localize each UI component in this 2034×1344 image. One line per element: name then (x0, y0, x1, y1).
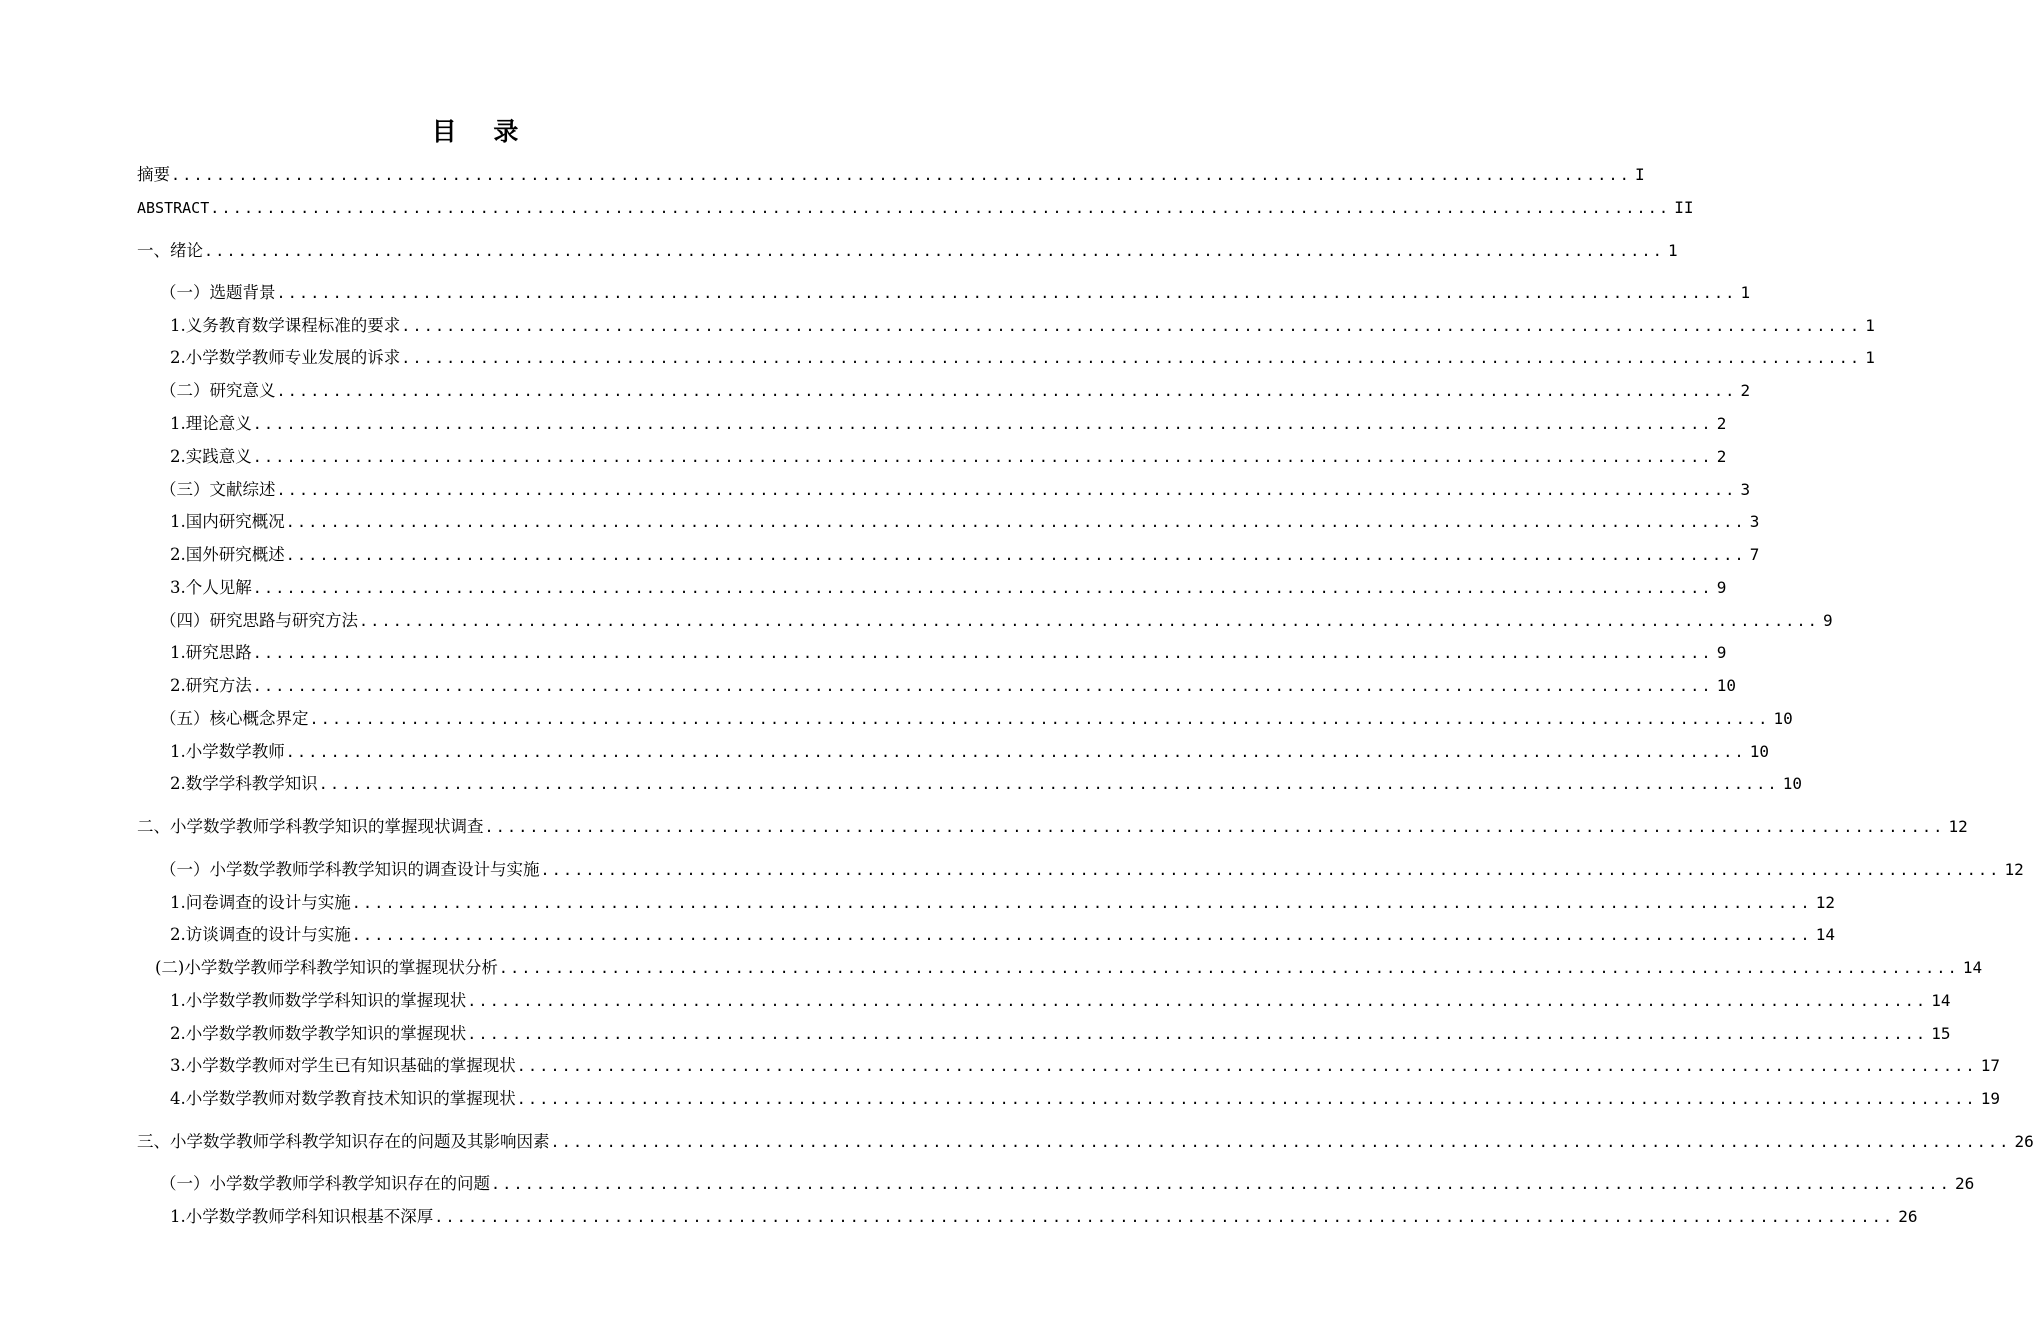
toc-entry-label: （三）文献综述 (160, 480, 276, 499)
dot-leader: .................................................................................................................................. (276, 382, 1737, 400)
dot-leader: .................................................................................................................................. (516, 1057, 1977, 1075)
dot-leader: .................................................................................................................................. (252, 677, 1713, 695)
toc-entry-label: 2.小学数学教师专业发展的诉求 (170, 348, 401, 367)
toc-entry[interactable] (137, 1130, 2034, 1154)
dot-leader: .................................................................................................................................. (252, 644, 1713, 662)
toc-entry[interactable] (170, 314, 1875, 338)
toc-page-number: 1 (1668, 241, 1678, 260)
toc-page-number: 9 (1716, 578, 1727, 597)
toc-entry-label: 1.国内研究概况 (170, 512, 285, 531)
toc-entry[interactable] (160, 858, 2024, 882)
dot-leader: .................................................................................................................................. (252, 415, 1713, 433)
toc-page-number: 10 (1749, 742, 1770, 761)
toc-entry-label: 1.问卷调查的设计与实施 (170, 893, 351, 912)
toc-entry[interactable] (160, 1172, 1975, 1196)
toc-entry[interactable] (170, 740, 1770, 764)
toc-page-number: 2 (1716, 414, 1727, 433)
toc-page-number: 1 (1865, 348, 1875, 367)
toc-entry[interactable] (170, 923, 1836, 947)
toc-entry-label: 1.小学数学教师 (170, 742, 285, 761)
dot-leader: .................................................................................................................................. (285, 513, 1746, 531)
toc-entry[interactable] (160, 379, 1751, 403)
dot-leader: .................................................................................................................................. (309, 710, 1770, 728)
toc-entry-label: 3.个人见解 (170, 578, 252, 597)
toc-page-number: II (1674, 198, 1694, 217)
toc-entry[interactable] (137, 196, 1694, 220)
toc-page-number: 14 (1815, 925, 1836, 944)
dot-leader: .................................................................................................................................. (210, 199, 1671, 217)
toc-page-number: 9 (1823, 611, 1833, 630)
toc-page-number: 19 (1980, 1089, 2001, 1108)
toc-entry-label: 1.理论意义 (170, 414, 252, 433)
dot-leader: .................................................................................................................................. (484, 818, 1945, 836)
toc-entry[interactable] (160, 478, 1751, 502)
toc-entry-label: ABSTRACT (137, 199, 210, 217)
toc-entry-label: （一）小学数学教师学科教学知识的调查设计与实施 (160, 860, 540, 879)
toc-page-number: 10 (1773, 709, 1793, 728)
toc-entry[interactable] (170, 641, 1727, 665)
dot-leader: .................................................................................................................................. (401, 317, 1862, 335)
toc-entry[interactable] (155, 956, 1983, 980)
toc-page-number: 2 (1716, 447, 1727, 466)
toc-entry[interactable] (137, 815, 1968, 839)
toc-entry[interactable] (170, 510, 1760, 534)
toc-entry[interactable] (170, 891, 1836, 915)
toc-entry-label: 1.义务教育数学课程标准的要求 (170, 316, 401, 335)
dot-leader: .................................................................................................................................. (252, 579, 1713, 597)
toc-entry-label: 4.小学数学教师对数学教育技术知识的掌握现状 (170, 1089, 516, 1108)
dot-leader: .................................................................................................................................. (351, 894, 1812, 912)
toc-page-number: 14 (1962, 958, 1983, 977)
toc-entry[interactable] (170, 1087, 2001, 1111)
toc-page-number: 26 (2014, 1132, 2034, 1151)
toc-entry-label: 1.小学数学教师学科知识根基不深厚 (170, 1207, 434, 1226)
toc-page-number: 2 (1740, 381, 1751, 400)
toc-entry[interactable] (160, 281, 1751, 305)
dot-leader: .................................................................................................................................. (359, 612, 1819, 630)
toc-entry-label: (二)小学数学教师学科教学知识的掌握现状分析 (155, 958, 498, 977)
toc-entry-label: 2.访谈调查的设计与实施 (170, 925, 351, 944)
toc-entry-label: （一）选题背景 (160, 283, 276, 302)
dot-leader: .................................................................................................................................. (491, 1175, 1951, 1193)
toc-page-number: 12 (1948, 817, 1968, 836)
toc-page-number: 3 (1740, 480, 1751, 499)
toc-page-number: 14 (1931, 991, 1951, 1010)
toc-entry-label: 一、绪论 (137, 241, 203, 260)
dot-leader: .................................................................................................................................. (516, 1090, 1977, 1108)
toc-entry[interactable] (170, 445, 1727, 469)
dot-leader: .................................................................................................................................. (252, 448, 1713, 466)
toc-entry-label: 1.研究思路 (170, 643, 252, 662)
toc-entry[interactable] (170, 346, 1875, 370)
page-title: 目 录 (431, 117, 533, 146)
toc-entry-label: 2.研究方法 (170, 676, 252, 695)
toc-entry[interactable] (160, 609, 1833, 633)
toc-entry[interactable] (170, 1054, 2001, 1078)
toc-entry[interactable] (170, 1022, 1951, 1046)
toc-entry-label: 2.实践意义 (170, 447, 252, 466)
toc-page-number: 1 (1740, 283, 1751, 302)
toc-entry[interactable] (137, 163, 1645, 187)
toc-page-number: 12 (1815, 893, 1836, 912)
toc-entry[interactable] (170, 576, 1727, 600)
dot-leader: .................................................................................................................................. (276, 284, 1737, 302)
toc-entry-label: 2.国外研究概述 (170, 545, 285, 564)
toc-page-number: 10 (1716, 676, 1737, 695)
toc-page-number: 17 (1980, 1056, 2001, 1075)
dot-leader: .................................................................................................................................. (467, 1025, 1928, 1043)
dot-leader: .................................................................................................................................. (204, 242, 1664, 260)
toc-page-number: 26 (1955, 1174, 1975, 1193)
dot-leader: .................................................................................................................................. (467, 992, 1928, 1010)
toc-entry[interactable] (170, 772, 1803, 796)
toc-page-number: 3 (1749, 512, 1760, 531)
toc-entry[interactable] (160, 707, 1793, 731)
toc-page-number: 1 (1865, 316, 1875, 335)
toc-entry-label: 2.小学数学教师数学教学知识的掌握现状 (170, 1024, 467, 1043)
toc-entry-label: 3.小学数学教师对学生已有知识基础的掌握现状 (170, 1056, 516, 1075)
toc-entry[interactable] (170, 674, 1737, 698)
toc-page-number: 9 (1716, 643, 1727, 662)
dot-leader: .................................................................................................................................. (276, 481, 1737, 499)
toc-entry-label: 摘要 (137, 165, 170, 184)
toc-entry-label: （四）研究思路与研究方法 (160, 611, 358, 630)
toc-entry-label: （一）小学数学教师学科教学知识存在的问题 (160, 1174, 490, 1193)
toc-page-number: I (1635, 165, 1645, 184)
toc-page-number: 7 (1749, 545, 1760, 564)
toc-page-number: 15 (1931, 1024, 1951, 1043)
dot-leader: .................................................................................................................................. (550, 1133, 2011, 1151)
dot-leader: .................................................................................................................................. (498, 959, 1959, 977)
dot-leader: .................................................................................................................................. (401, 349, 1862, 367)
toc-page-number: 10 (1782, 774, 1803, 793)
toc-page-number: 12 (2004, 860, 2024, 879)
dot-leader: .................................................................................................................................. (351, 926, 1812, 944)
toc-entry-label: 二、小学数学教师学科教学知识的掌握现状调查 (137, 817, 484, 836)
dot-leader: .................................................................................................................................. (540, 861, 2001, 879)
toc-page-number: 26 (1898, 1207, 1918, 1226)
toc-entry[interactable] (170, 1205, 1918, 1229)
toc-entry-label: 三、小学数学教师学科教学知识存在的问题及其影响因素 (137, 1132, 550, 1151)
dot-leader: .................................................................................................................................. (434, 1208, 1895, 1226)
toc-entry-label: （二）研究意义 (160, 381, 276, 400)
dot-leader: .................................................................................................................................. (285, 743, 1746, 761)
dot-leader: .................................................................................................................................. (285, 546, 1746, 564)
toc-entry-label: 1.小学数学教师数学学科知识的掌握现状 (170, 991, 467, 1010)
dot-leader: .................................................................................................................................. (171, 166, 1631, 184)
toc-entry[interactable] (170, 989, 1951, 1013)
dot-leader: .................................................................................................................................. (318, 775, 1779, 793)
toc-entry[interactable] (170, 412, 1727, 436)
toc-entry-label: （五）核心概念界定 (160, 709, 309, 728)
toc-entry[interactable] (170, 543, 1760, 567)
toc-entry-label: 2.数学学科教学知识 (170, 774, 318, 793)
toc-entry[interactable] (137, 239, 1678, 263)
